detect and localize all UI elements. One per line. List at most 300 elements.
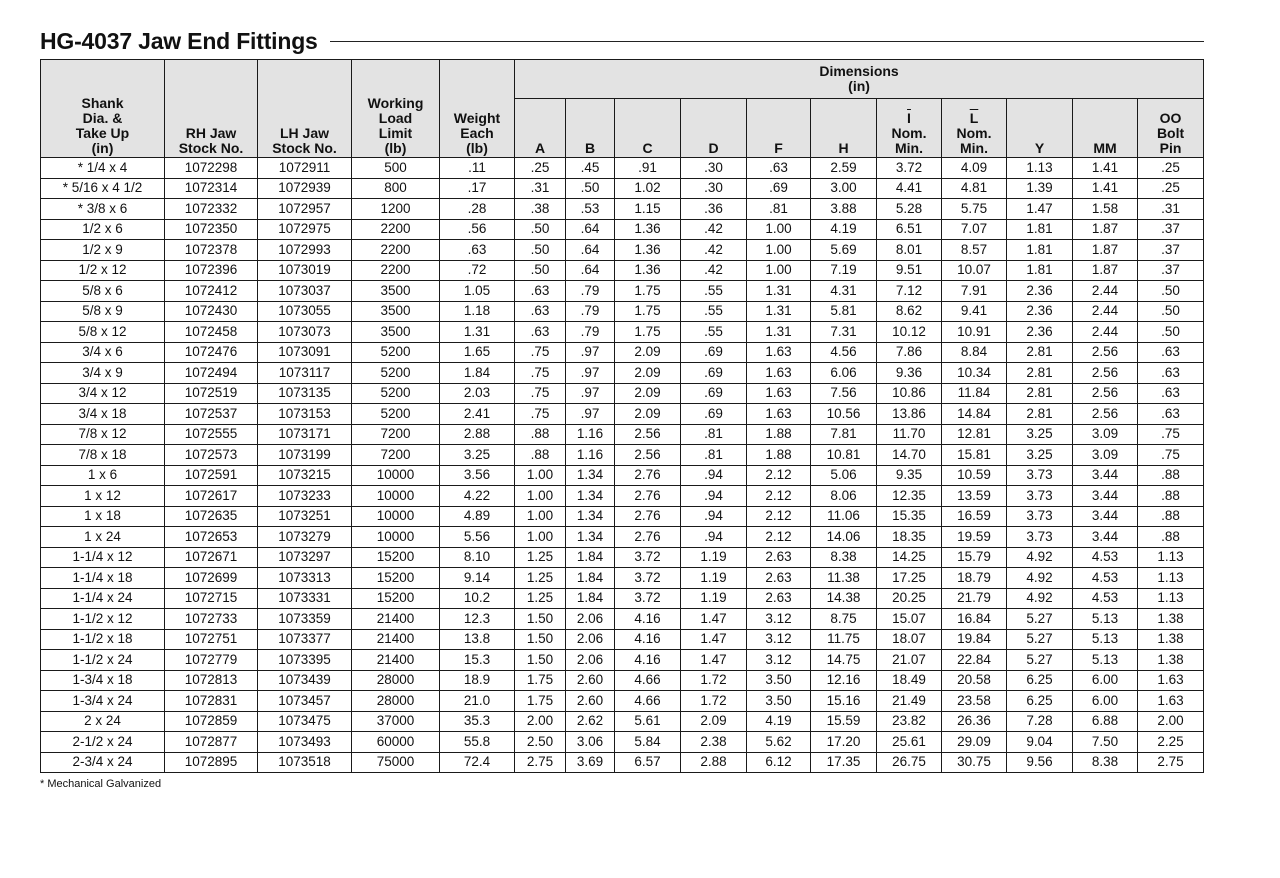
cell-lh-stock-no: 1073037 xyxy=(258,281,352,302)
cell-dim-l: 13.59 xyxy=(942,486,1007,507)
cell-dim-c: 5.84 xyxy=(615,732,681,753)
cell-weight: 18.9 xyxy=(440,670,515,691)
cell-dim-mm: 2.56 xyxy=(1073,383,1138,404)
cell-dim-y: 6.25 xyxy=(1007,691,1073,712)
cell-dim-b: .79 xyxy=(566,322,615,343)
cell-dim-d: .69 xyxy=(681,363,747,384)
cell-dim-i: 13.86 xyxy=(877,404,942,425)
cell-shank: 1 x 6 xyxy=(41,465,165,486)
cell-lh-stock-no: 1073518 xyxy=(258,752,352,773)
cell-dim-y: 4.92 xyxy=(1007,547,1073,568)
cell-dim-d: .30 xyxy=(681,158,747,179)
table-row xyxy=(41,527,1204,548)
cell-working-load-limit: 3500 xyxy=(352,322,440,343)
cell-dim-a: .88 xyxy=(515,424,566,445)
cell-dim-h: 10.81 xyxy=(811,445,877,466)
cell-rh-stock-no: 1072751 xyxy=(165,629,258,650)
cell-weight: .17 xyxy=(440,178,515,199)
cell-shank: 3/4 x 18 xyxy=(41,404,165,425)
cell-dim-mm: 3.44 xyxy=(1073,527,1138,548)
cell-dim-b: .64 xyxy=(566,260,615,281)
cell-rh-stock-no: 1072555 xyxy=(165,424,258,445)
cell-dim-d: 2.09 xyxy=(681,711,747,732)
cell-dim-h: 7.56 xyxy=(811,383,877,404)
cell-weight: 4.89 xyxy=(440,506,515,527)
cell-weight: .28 xyxy=(440,199,515,220)
table-row xyxy=(41,199,1204,220)
cell-weight: 1.05 xyxy=(440,281,515,302)
header-dim-oo: OO Bolt Pin xyxy=(1138,99,1204,158)
cell-dim-oo: .50 xyxy=(1138,281,1204,302)
cell-shank: 1-3/4 x 18 xyxy=(41,670,165,691)
cell-dim-y: 6.25 xyxy=(1007,670,1073,691)
cell-dim-mm: 4.53 xyxy=(1073,547,1138,568)
cell-dim-f: 2.12 xyxy=(747,465,811,486)
cell-dim-mm: 6.88 xyxy=(1073,711,1138,732)
cell-shank: 7/8 x 18 xyxy=(41,445,165,466)
cell-shank: 5/8 x 12 xyxy=(41,322,165,343)
cell-weight: 1.84 xyxy=(440,363,515,384)
cell-dim-l: 30.75 xyxy=(942,752,1007,773)
cell-dim-mm: 6.00 xyxy=(1073,670,1138,691)
header-working-load-limit: Working Load Limit (lb) xyxy=(352,60,440,158)
table-row xyxy=(41,342,1204,363)
cell-working-load-limit: 75000 xyxy=(352,752,440,773)
cell-working-load-limit: 2200 xyxy=(352,260,440,281)
cell-dim-mm: 8.38 xyxy=(1073,752,1138,773)
cell-dim-b: 1.16 xyxy=(566,445,615,466)
cell-dim-c: 1.02 xyxy=(615,178,681,199)
cell-dim-oo: .37 xyxy=(1138,219,1204,240)
cell-dim-a: 2.50 xyxy=(515,732,566,753)
header-dim-y: Y xyxy=(1007,99,1073,158)
cell-lh-stock-no: 1072975 xyxy=(258,219,352,240)
cell-dim-y: 9.04 xyxy=(1007,732,1073,753)
cell-dim-b: .53 xyxy=(566,199,615,220)
cell-dim-i: 20.25 xyxy=(877,588,942,609)
cell-dim-d: .55 xyxy=(681,301,747,322)
cell-dim-mm: 1.87 xyxy=(1073,219,1138,240)
cell-working-load-limit: 28000 xyxy=(352,670,440,691)
cell-dim-l: 14.84 xyxy=(942,404,1007,425)
table-row xyxy=(41,547,1204,568)
cell-dim-oo: 1.63 xyxy=(1138,691,1204,712)
cell-dim-mm: 6.00 xyxy=(1073,691,1138,712)
cell-rh-stock-no: 1072653 xyxy=(165,527,258,548)
cell-shank: 2-3/4 x 24 xyxy=(41,752,165,773)
cell-working-load-limit: 500 xyxy=(352,158,440,179)
cell-dim-a: .75 xyxy=(515,342,566,363)
cell-dim-b: 1.34 xyxy=(566,506,615,527)
cell-dim-c: 2.76 xyxy=(615,465,681,486)
cell-dim-oo: .88 xyxy=(1138,506,1204,527)
cell-dim-b: 2.06 xyxy=(566,629,615,650)
cell-rh-stock-no: 1072813 xyxy=(165,670,258,691)
cell-dim-a: 1.50 xyxy=(515,650,566,671)
cell-dim-b: .97 xyxy=(566,363,615,384)
cell-dim-d: 1.72 xyxy=(681,691,747,712)
cell-shank: 7/8 x 12 xyxy=(41,424,165,445)
cell-dim-oo: .88 xyxy=(1138,486,1204,507)
cell-dim-i: 12.35 xyxy=(877,486,942,507)
header-dim-f: F xyxy=(747,99,811,158)
cell-dim-c: 1.36 xyxy=(615,260,681,281)
cell-dim-f: 3.12 xyxy=(747,650,811,671)
cell-dim-y: 9.56 xyxy=(1007,752,1073,773)
cell-dim-h: 11.75 xyxy=(811,629,877,650)
cell-dim-l: 19.84 xyxy=(942,629,1007,650)
cell-lh-stock-no: 1073439 xyxy=(258,670,352,691)
cell-dim-h: 4.19 xyxy=(811,219,877,240)
cell-dim-mm: 2.44 xyxy=(1073,322,1138,343)
cell-dim-i: 5.28 xyxy=(877,199,942,220)
cell-dim-h: 8.38 xyxy=(811,547,877,568)
cell-dim-l: 4.81 xyxy=(942,178,1007,199)
cell-dim-a: .88 xyxy=(515,445,566,466)
footnote: * Mechanical Galvanized xyxy=(40,778,162,790)
cell-dim-a: .63 xyxy=(515,281,566,302)
cell-dim-oo: .63 xyxy=(1138,383,1204,404)
table-body xyxy=(41,158,1204,773)
cell-dim-b: 3.06 xyxy=(566,732,615,753)
cell-dim-oo: .88 xyxy=(1138,527,1204,548)
cell-dim-h: 4.56 xyxy=(811,342,877,363)
cell-weight: 2.88 xyxy=(440,424,515,445)
table-row xyxy=(41,506,1204,527)
cell-dim-i: 23.82 xyxy=(877,711,942,732)
cell-dim-mm: 3.44 xyxy=(1073,506,1138,527)
cell-lh-stock-no: 1073395 xyxy=(258,650,352,671)
cell-working-load-limit: 5200 xyxy=(352,383,440,404)
cell-dim-mm: 1.41 xyxy=(1073,158,1138,179)
cell-dim-f: 1.63 xyxy=(747,342,811,363)
cell-dim-y: 2.36 xyxy=(1007,322,1073,343)
cell-dim-h: 3.00 xyxy=(811,178,877,199)
cell-weight: 1.18 xyxy=(440,301,515,322)
cell-dim-oo: .25 xyxy=(1138,178,1204,199)
cell-shank: 1-1/4 x 18 xyxy=(41,568,165,589)
cell-dim-i: 11.70 xyxy=(877,424,942,445)
cell-dim-a: .25 xyxy=(515,158,566,179)
cell-dim-i: 10.86 xyxy=(877,383,942,404)
cell-rh-stock-no: 1072298 xyxy=(165,158,258,179)
cell-dim-f: 3.12 xyxy=(747,629,811,650)
cell-dim-b: 1.34 xyxy=(566,465,615,486)
cell-dim-y: 2.81 xyxy=(1007,383,1073,404)
cell-dim-c: 2.09 xyxy=(615,383,681,404)
table-row xyxy=(41,629,1204,650)
cell-dim-c: 5.61 xyxy=(615,711,681,732)
cell-dim-h: 2.59 xyxy=(811,158,877,179)
cell-weight: .63 xyxy=(440,240,515,261)
cell-weight: 2.41 xyxy=(440,404,515,425)
cell-dim-a: 1.50 xyxy=(515,609,566,630)
cell-dim-mm: 2.56 xyxy=(1073,363,1138,384)
cell-dim-y: 2.81 xyxy=(1007,363,1073,384)
cell-dim-mm: 5.13 xyxy=(1073,650,1138,671)
cell-dim-y: 2.81 xyxy=(1007,342,1073,363)
cell-weight: 21.0 xyxy=(440,691,515,712)
cell-rh-stock-no: 1072671 xyxy=(165,547,258,568)
cell-dim-oo: .75 xyxy=(1138,424,1204,445)
cell-dim-y: 3.73 xyxy=(1007,527,1073,548)
cell-dim-mm: 3.09 xyxy=(1073,445,1138,466)
table-row xyxy=(41,178,1204,199)
cell-dim-l: 15.81 xyxy=(942,445,1007,466)
cell-working-load-limit: 10000 xyxy=(352,486,440,507)
cell-lh-stock-no: 1073199 xyxy=(258,445,352,466)
cell-weight: 2.03 xyxy=(440,383,515,404)
cell-dim-a: 1.00 xyxy=(515,465,566,486)
cell-working-load-limit: 15200 xyxy=(352,588,440,609)
cell-lh-stock-no: 1073297 xyxy=(258,547,352,568)
table-row xyxy=(41,445,1204,466)
cell-dim-i: 21.07 xyxy=(877,650,942,671)
table-row xyxy=(41,240,1204,261)
cell-dim-oo: .63 xyxy=(1138,363,1204,384)
cell-rh-stock-no: 1072699 xyxy=(165,568,258,589)
cell-dim-l: 22.84 xyxy=(942,650,1007,671)
cell-dim-f: 3.50 xyxy=(747,670,811,691)
cell-working-load-limit: 21400 xyxy=(352,609,440,630)
table-row xyxy=(41,465,1204,486)
table-row xyxy=(41,322,1204,343)
cell-dim-mm: 2.56 xyxy=(1073,404,1138,425)
cell-dim-c: 1.75 xyxy=(615,322,681,343)
cell-dim-b: 2.06 xyxy=(566,650,615,671)
cell-weight: 1.65 xyxy=(440,342,515,363)
cell-dim-i: 14.70 xyxy=(877,445,942,466)
cell-weight: 3.56 xyxy=(440,465,515,486)
cell-dim-b: .45 xyxy=(566,158,615,179)
cell-dim-b: .97 xyxy=(566,404,615,425)
cell-working-load-limit: 7200 xyxy=(352,445,440,466)
cell-dim-d: 1.72 xyxy=(681,670,747,691)
cell-dim-d: .94 xyxy=(681,527,747,548)
cell-dim-f: 2.12 xyxy=(747,527,811,548)
cell-working-load-limit: 3500 xyxy=(352,281,440,302)
cell-dim-b: 1.84 xyxy=(566,547,615,568)
cell-dim-l: 26.36 xyxy=(942,711,1007,732)
cell-rh-stock-no: 1072332 xyxy=(165,199,258,220)
cell-dim-i: 26.75 xyxy=(877,752,942,773)
cell-dim-b: .64 xyxy=(566,240,615,261)
cell-dim-h: 3.88 xyxy=(811,199,877,220)
cell-dim-oo: 1.13 xyxy=(1138,547,1204,568)
cell-dim-f: 1.88 xyxy=(747,445,811,466)
cell-working-load-limit: 21400 xyxy=(352,629,440,650)
cell-dim-c: 2.56 xyxy=(615,445,681,466)
cell-lh-stock-no: 1073091 xyxy=(258,342,352,363)
table-row xyxy=(41,260,1204,281)
cell-lh-stock-no: 1073313 xyxy=(258,568,352,589)
cell-dim-c: 2.09 xyxy=(615,404,681,425)
cell-lh-stock-no: 1073215 xyxy=(258,465,352,486)
cell-dim-a: 1.00 xyxy=(515,527,566,548)
cell-dim-a: .75 xyxy=(515,363,566,384)
cell-dim-y: 3.73 xyxy=(1007,486,1073,507)
cell-dim-d: .55 xyxy=(681,322,747,343)
cell-dim-i: 17.25 xyxy=(877,568,942,589)
cell-lh-stock-no: 1072939 xyxy=(258,178,352,199)
cell-dim-mm: 3.09 xyxy=(1073,424,1138,445)
cell-dim-d: .36 xyxy=(681,199,747,220)
cell-dim-oo: .25 xyxy=(1138,158,1204,179)
cell-dim-oo: .31 xyxy=(1138,199,1204,220)
cell-rh-stock-no: 1072458 xyxy=(165,322,258,343)
cell-lh-stock-no: 1073493 xyxy=(258,732,352,753)
cell-shank: 2-1/2 x 24 xyxy=(41,732,165,753)
cell-dim-b: 2.62 xyxy=(566,711,615,732)
cell-dim-b: 3.69 xyxy=(566,752,615,773)
cell-dim-d: .69 xyxy=(681,404,747,425)
cell-dim-f: 5.62 xyxy=(747,732,811,753)
cell-lh-stock-no: 1073171 xyxy=(258,424,352,445)
cell-dim-h: 5.81 xyxy=(811,301,877,322)
cell-dim-y: 3.73 xyxy=(1007,506,1073,527)
cell-rh-stock-no: 1072877 xyxy=(165,732,258,753)
table-row xyxy=(41,158,1204,179)
cell-weight: 8.10 xyxy=(440,547,515,568)
cell-dim-c: 4.16 xyxy=(615,609,681,630)
cell-shank: 3/4 x 9 xyxy=(41,363,165,384)
cell-dim-d: .94 xyxy=(681,506,747,527)
cell-rh-stock-no: 1072396 xyxy=(165,260,258,281)
cell-dim-b: 1.34 xyxy=(566,486,615,507)
cell-dim-f: 1.88 xyxy=(747,424,811,445)
cell-dim-mm: 3.44 xyxy=(1073,486,1138,507)
cell-dim-i: 15.35 xyxy=(877,506,942,527)
cell-dim-y: 5.27 xyxy=(1007,609,1073,630)
cell-working-load-limit: 28000 xyxy=(352,691,440,712)
cell-weight: 13.8 xyxy=(440,629,515,650)
cell-dim-c: 3.72 xyxy=(615,588,681,609)
cell-dim-b: 2.06 xyxy=(566,609,615,630)
cell-lh-stock-no: 1073251 xyxy=(258,506,352,527)
cell-dim-d: .55 xyxy=(681,281,747,302)
cell-working-load-limit: 5200 xyxy=(352,363,440,384)
cell-dim-f: 1.63 xyxy=(747,383,811,404)
cell-dim-c: 2.09 xyxy=(615,342,681,363)
cell-dim-b: .50 xyxy=(566,178,615,199)
cell-dim-d: 1.19 xyxy=(681,588,747,609)
cell-dim-h: 11.38 xyxy=(811,568,877,589)
cell-dim-y: 4.92 xyxy=(1007,568,1073,589)
header-dim-i: $\overline{I}$ Nom. Min. xyxy=(877,99,942,158)
cell-dim-y: 3.25 xyxy=(1007,445,1073,466)
cell-dim-l: 10.91 xyxy=(942,322,1007,343)
cell-dim-d: 1.47 xyxy=(681,650,747,671)
cell-dim-h: 15.59 xyxy=(811,711,877,732)
cell-dim-d: .94 xyxy=(681,465,747,486)
cell-dim-b: 1.84 xyxy=(566,568,615,589)
cell-weight: 4.22 xyxy=(440,486,515,507)
page-title: HG-4037 Jaw End Fittings xyxy=(40,27,318,54)
cell-lh-stock-no: 1073233 xyxy=(258,486,352,507)
cell-rh-stock-no: 1072635 xyxy=(165,506,258,527)
cell-dim-a: .75 xyxy=(515,404,566,425)
table-row xyxy=(41,281,1204,302)
cell-dim-a: 1.00 xyxy=(515,486,566,507)
cell-lh-stock-no: 1073457 xyxy=(258,691,352,712)
cell-dim-oo: 1.63 xyxy=(1138,670,1204,691)
cell-dim-i: 18.49 xyxy=(877,670,942,691)
cell-dim-b: .79 xyxy=(566,301,615,322)
cell-dim-d: 1.19 xyxy=(681,568,747,589)
header-dim-d: D xyxy=(681,99,747,158)
cell-dim-b: .97 xyxy=(566,342,615,363)
header-dimensions: Dimensions (in) xyxy=(515,60,1204,99)
cell-rh-stock-no: 1072476 xyxy=(165,342,258,363)
cell-dim-y: 3.25 xyxy=(1007,424,1073,445)
cell-shank: 1-1/2 x 12 xyxy=(41,609,165,630)
cell-rh-stock-no: 1072895 xyxy=(165,752,258,773)
cell-shank: 1 x 12 xyxy=(41,486,165,507)
cell-dim-oo: 1.13 xyxy=(1138,568,1204,589)
cell-dim-c: 6.57 xyxy=(615,752,681,773)
table-row xyxy=(41,486,1204,507)
cell-dim-i: 25.61 xyxy=(877,732,942,753)
cell-dim-b: 2.60 xyxy=(566,670,615,691)
cell-dim-f: 3.12 xyxy=(747,609,811,630)
cell-dim-mm: 4.53 xyxy=(1073,568,1138,589)
cell-dim-mm: 3.44 xyxy=(1073,465,1138,486)
cell-dim-f: 2.12 xyxy=(747,506,811,527)
cell-dim-y: 1.39 xyxy=(1007,178,1073,199)
cell-dim-oo: 1.13 xyxy=(1138,588,1204,609)
cell-dim-y: 2.81 xyxy=(1007,404,1073,425)
cell-dim-h: 17.20 xyxy=(811,732,877,753)
cell-working-load-limit: 7200 xyxy=(352,424,440,445)
cell-weight: 55.8 xyxy=(440,732,515,753)
cell-shank: 1-1/2 x 18 xyxy=(41,629,165,650)
header-row-top xyxy=(41,60,1204,99)
table-row xyxy=(41,404,1204,425)
cell-dim-f: 1.00 xyxy=(747,260,811,281)
cell-shank: 1-1/4 x 12 xyxy=(41,547,165,568)
cell-dim-mm: 1.41 xyxy=(1073,178,1138,199)
cell-dim-c: 3.72 xyxy=(615,547,681,568)
cell-dim-c: 1.75 xyxy=(615,281,681,302)
cell-dim-mm: 2.44 xyxy=(1073,301,1138,322)
cell-dim-l: 20.58 xyxy=(942,670,1007,691)
cell-shank: 1/2 x 6 xyxy=(41,219,165,240)
table-row xyxy=(41,219,1204,240)
cell-dim-oo: .88 xyxy=(1138,465,1204,486)
cell-dim-l: 8.57 xyxy=(942,240,1007,261)
cell-dim-y: 2.36 xyxy=(1007,281,1073,302)
cell-dim-i: 18.07 xyxy=(877,629,942,650)
cell-dim-c: 2.76 xyxy=(615,486,681,507)
cell-dim-f: 1.63 xyxy=(747,363,811,384)
cell-working-load-limit: 15200 xyxy=(352,568,440,589)
cell-dim-i: 10.12 xyxy=(877,322,942,343)
table-row xyxy=(41,670,1204,691)
cell-dim-a: 1.75 xyxy=(515,691,566,712)
cell-dim-h: 7.81 xyxy=(811,424,877,445)
cell-dim-d: .69 xyxy=(681,383,747,404)
cell-working-load-limit: 21400 xyxy=(352,650,440,671)
cell-dim-i: 9.36 xyxy=(877,363,942,384)
cell-dim-l: 12.81 xyxy=(942,424,1007,445)
cell-dim-oo: .50 xyxy=(1138,301,1204,322)
cell-dim-d: 2.38 xyxy=(681,732,747,753)
cell-dim-a: .38 xyxy=(515,199,566,220)
cell-dim-c: 2.76 xyxy=(615,527,681,548)
cell-dim-b: .97 xyxy=(566,383,615,404)
header-weight: Weight Each (lb) xyxy=(440,60,515,158)
cell-lh-stock-no: 1073279 xyxy=(258,527,352,548)
